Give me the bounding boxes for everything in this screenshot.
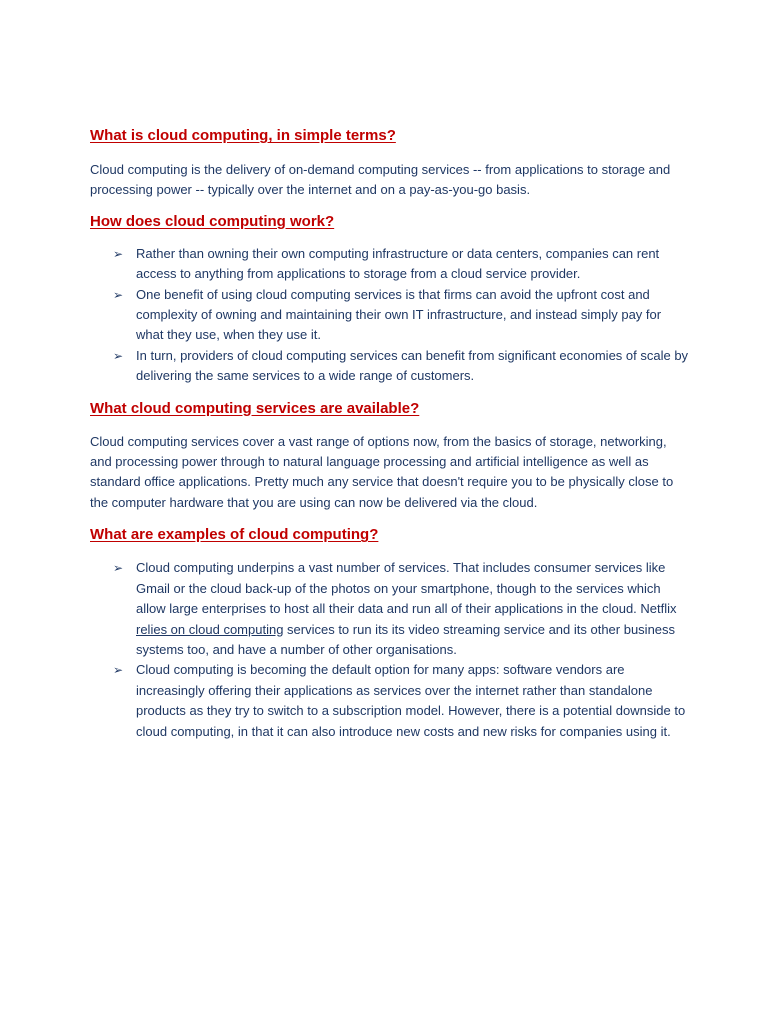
arrowhead-bullet-icon: ➢: [113, 246, 124, 261]
list-item: [90, 660, 690, 742]
arrowhead-bullet-icon: ➢: [113, 561, 124, 576]
list-item: [90, 346, 690, 387]
section-paragraph: Cloud computing services cover a vast range of options now, from the basics of storage, networking, and processing power through to natural language processing and artificial intelligence as well as standard office applications. Pretty much any service that doesn't require you to be physically close to the computer hardware that you are using can now be delivered via the cloud.: [90, 433, 674, 510]
list-item: [90, 244, 690, 285]
arrowhead-bullet-icon: ➢: [113, 348, 124, 363]
list-item-text-start: Cloud computing underpins a vast number of services. That includes consumer services like Gmail or the cloud back-up of the photos on your smartphone, though to the services which allow large enterprises to host all their data and run all of their applications in the cloud. Netflix: [136, 560, 677, 617]
arrowhead-bullet-icon: ➢: [113, 663, 124, 678]
list-item: [90, 558, 690, 660]
list-item-text: In turn, providers of cloud computing services can benefit from significant economies of scale by delivering the same services to a wide range of customers.: [136, 347, 689, 384]
list-item-text: Rather than owning their own computing infrastructure or data centers, companies can rent access to anything from applications to storage from a cloud service provider.: [136, 245, 660, 282]
section-heading: What is cloud computing, in simple terms?: [90, 127, 396, 144]
section-heading: What cloud computing services are available?: [90, 399, 420, 417]
arrowhead-bullet-icon: ➢: [113, 287, 124, 302]
section-paragraph: Cloud computing is the delivery of on-demand computing services -- from applications to storage and processing power -- typically over the internet and on a pay-as-you-go basis.: [90, 162, 671, 198]
list-item-text: [136, 560, 677, 657]
bullet-list: [90, 558, 690, 742]
section-heading: How does cloud computing work?: [90, 212, 335, 230]
section-heading: What are examples of cloud computing?: [90, 526, 379, 544]
list-item-text: Cloud computing is becoming the default option for many apps: software vendors are increasingly offering their applications as services over the internet rather than standalone products as they try to switch to a subscription model. However, there is a potential downside to cloud computing, in that it can also introduce new costs and new risks for companies using it.: [136, 662, 686, 739]
bullet-list: [90, 244, 690, 387]
document-body: [90, 126, 690, 742]
list-item-text-end: services to run its its video streaming service and its other business systems too, and have a number of other organisations.: [136, 621, 676, 657]
list-item-text: One benefit of using cloud computing services is that firms can avoid the upfront cost and complexity of owning and maintaining their own IT infrastructure, and instead simply pay for what they use, when they use it.: [136, 286, 662, 343]
list-item: [90, 285, 690, 346]
netflix-cloud-link[interactable]: relies on cloud computing: [136, 621, 284, 637]
